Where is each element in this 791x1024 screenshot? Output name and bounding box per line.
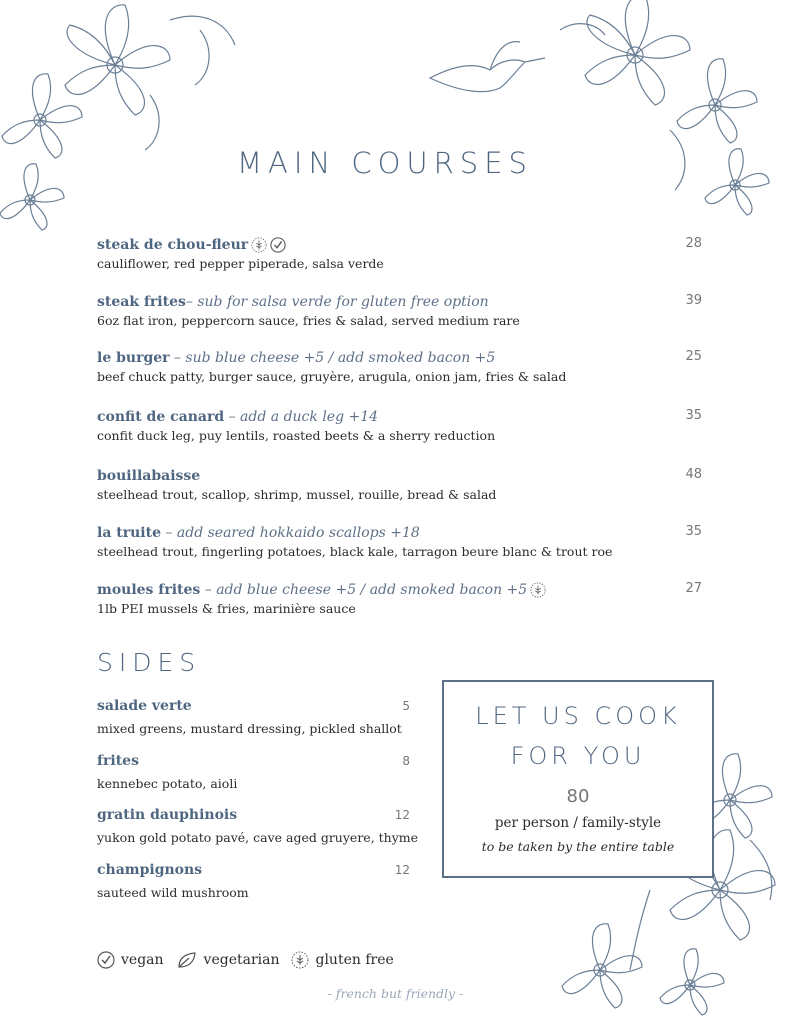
legend-gluten-free-label: gluten free [315, 952, 394, 968]
menu-item [97, 524, 702, 561]
vegan-icon [270, 237, 286, 253]
menu-item-price: 28 [685, 236, 702, 251]
sides-title: SIDES [97, 648, 202, 677]
menu-item-price: 35 [685, 408, 702, 423]
menu-item-name: moules frites [97, 582, 201, 598]
menu-item-price: 48 [685, 467, 702, 482]
promo-line-2: FOR YOU [510, 742, 646, 770]
menu-item-description: 6oz flat iron, peppercorn sauce, fries & salad, served medium rare [97, 313, 520, 328]
side-item-description: yukon gold potato pavé, cave aged gruyere, thyme [97, 830, 419, 845]
footer-tagline: - french but friendly - [327, 986, 464, 1001]
menu-item-price: 27 [685, 581, 702, 596]
menu-item [97, 467, 702, 504]
main-courses-title: MAIN COURSES [237, 146, 533, 180]
promo-per-person: per person / family-style [494, 815, 662, 831]
menu-item [97, 408, 702, 445]
menu-item-description: steelhead trout, scallop, shrimp, mussel, rouille, bread & salad [97, 487, 497, 502]
menu-item-price: 25 [685, 349, 702, 364]
dietary-legend [97, 951, 394, 969]
menu-item-description: steelhead trout, fingerling potatoes, black kale, tarragon beure blanc & trout roe [97, 544, 613, 559]
menu-item [97, 293, 702, 330]
side-item-price: 8 [402, 754, 410, 768]
menu-item-name: bouillabaisse [97, 468, 201, 484]
side-item-price: 5 [402, 699, 410, 713]
side-item-price: 12 [394, 808, 410, 822]
floral-illustration-top-right [420, 0, 791, 240]
menu-item-name: steak frites [97, 294, 186, 310]
side-item-name: champignons [97, 862, 203, 878]
side-item [97, 752, 410, 793]
menu-item [97, 581, 702, 618]
menu-item-description: beef chuck patty, burger sauce, gruyère, arugula, onion jam, fries & salad [97, 369, 567, 384]
menu-item-note: – sub blue cheese +5 / add smoked bacon +5 [169, 350, 496, 366]
menu-item-name: le burger [97, 350, 170, 366]
gluten-free-icon [530, 582, 546, 598]
promo-price: 80 [566, 786, 590, 807]
side-item [97, 861, 410, 902]
menu-item-price: 35 [685, 524, 702, 539]
side-item [97, 697, 410, 738]
promo-line-1: LET US COOK [475, 702, 681, 730]
side-item-price: 12 [394, 863, 410, 877]
menu-item-note: – add blue cheese +5 / add smoked bacon +5 [200, 582, 528, 598]
menu-item-name: confit de canard [97, 409, 225, 425]
menu-item-note: – add a duck leg +14 [224, 409, 379, 425]
vegan-icon [97, 951, 115, 969]
gluten-free-icon [251, 237, 267, 253]
side-item-description: sauteed wild mushroom [97, 885, 249, 900]
menu-item [97, 236, 702, 273]
side-item [97, 806, 419, 847]
floral-illustration-top-left [0, 0, 250, 250]
side-item-description: mixed greens, mustard dressing, pickled shallot [97, 721, 402, 736]
gluten-free-icon [291, 951, 309, 969]
menu-item-note: – add seared hokkaido scallops +18 [160, 525, 420, 541]
menu-item-name: la truite [97, 525, 161, 541]
side-item-name: salade verte [97, 698, 192, 714]
menu-item [97, 349, 702, 386]
side-item-name: frites [97, 753, 139, 769]
menu-item-note: – sub for salsa verde for gluten free option [185, 294, 489, 310]
menu-item-description: confit duck leg, puy lentils, roasted beets & a sherry reduction [97, 428, 496, 443]
vegetarian-icon [176, 951, 198, 969]
side-item-description: kennebec potato, aioli [97, 776, 238, 791]
menu-item-description: 1lb PEI mussels & fries, marinière sauce [97, 601, 356, 616]
promo-note: to be taken by the entire table [481, 839, 675, 854]
legend-vegetarian-label: vegetarian [203, 952, 280, 968]
menu-item-price: 39 [685, 293, 702, 308]
legend-vegan-label: vegan [121, 952, 164, 968]
side-item-name: gratin dauphinois [97, 807, 238, 823]
menu-item-description: cauliflower, red pepper piperade, salsa verde [97, 256, 384, 271]
menu-item-name: steak de chou-fleur [97, 237, 249, 253]
family-style-box [442, 680, 714, 878]
